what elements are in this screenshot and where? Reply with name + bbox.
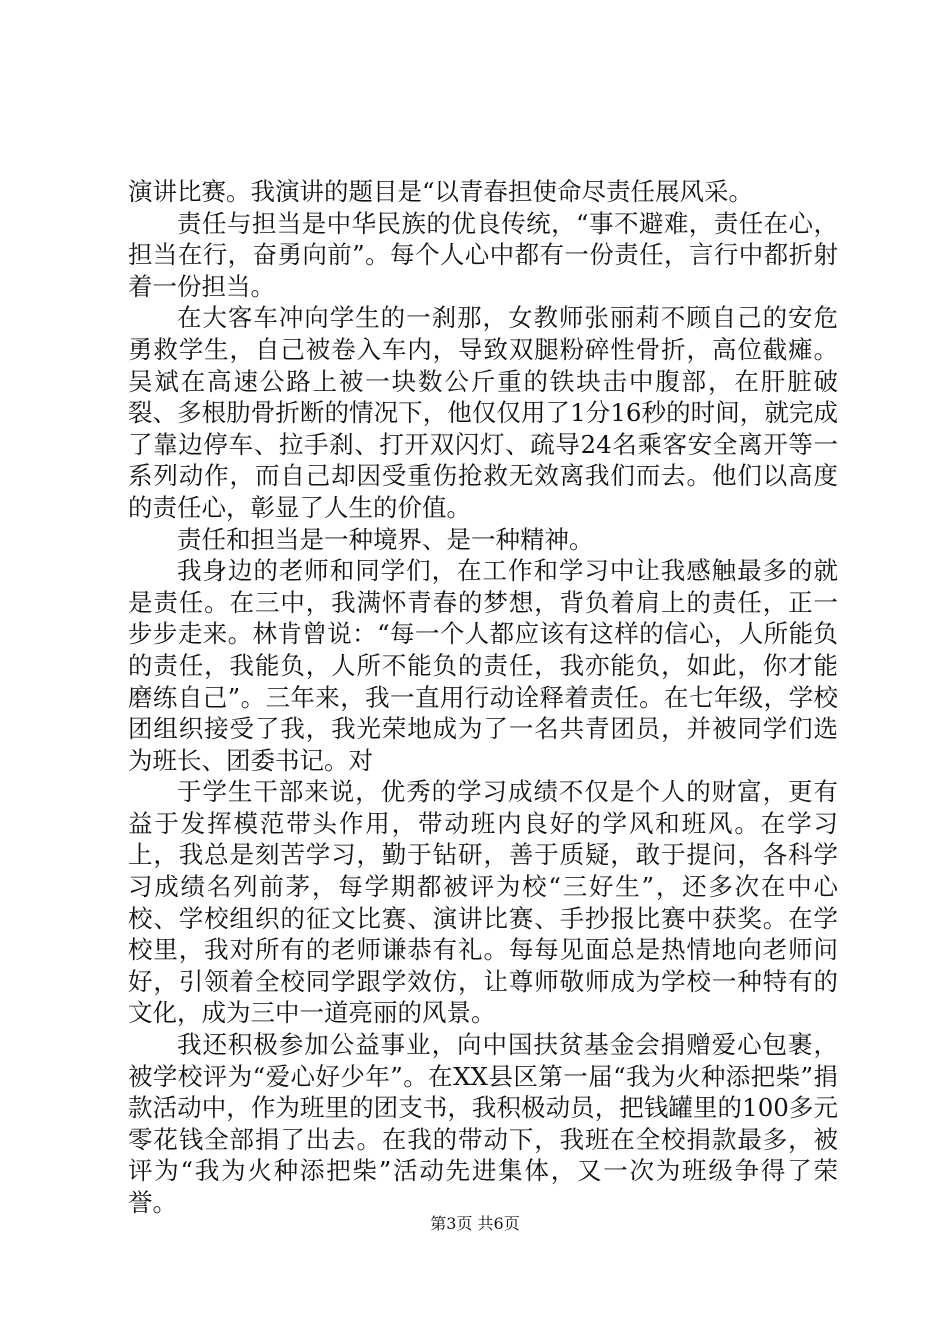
document-body [128, 176, 838, 1219]
paragraph-school-life: 我身边的老师和同学们，在工作和学习中让我感触最多的就是责任。在三中，我满怀青春的梦想，背负着肩上的责任，正一步步走来。林肯曾说：“每一个人都应该有这样的信心，人所能负的责任，我能负，人所不能负的责任，我亦能负，如此，你才能磨练自己”。三年来，我一直用行动诠释着责任。在七年级，学校团组织接受了我，我光荣地成为了一名共青团员，并被同学们选为班长、团委书记。对 [128, 556, 838, 775]
paragraph-continuation: 演讲比赛。我演讲的题目是“以青春担使命尽责任展风采。 [128, 177, 754, 206]
paragraph-student-cadre: 于学生干部来说，优秀的学习成绩不仅是个人的财富，更有益于发挥模范带头作用，带动班内良好的学风和班风。在学习上，我总是刻苦学习，勤于钻研，善于质疑，敢于提问，各科学习成绩名列前茅，每学期都被评为校“三好生”，还多次在中心校、学校组织的征文比赛、演讲比赛、手抄报比赛中获奖。在学校里，我对所有的老师谦恭有礼。每每见面总是热情地向老师问好，引领着全校同学跟学效仿，让尊师敬师成为学校一种特有的文化，成为三中一道亮丽的风景。 [128, 777, 838, 1028]
paragraph-responsibility-tradition: 责任与担当是中华民族的优良传统，“事不避难，责任在心，担当在行，奋勇向前”。每个人心中都有一份责任，言行中都折射着一份担当。 [128, 208, 838, 301]
paragraph-heroes: 在大客车冲向学生的一刹那，女教师张丽莉不顾自己的安危勇救学生，自己被卷入车内，导致双腿粉碎性骨折，高位截瘫。吴斌在高速公路上被一块数公斤重的铁块击中腹部，在肝脏破裂、多根肋骨折断的情况下，他仅仅用了1分16秒的时间，就完成了靠边停车、拉手刹、打开双闪灯、疏导24名乘客安全离开等一系列动作，而自己却因受重伤抢救无效离我们而去。他们以高度的责任心，彰显了人生的价值。 [128, 303, 838, 522]
paragraph-realm-spirit: 责任和担当是一种境界、是一种精神。 [177, 524, 594, 554]
page-number-footer: 第3页 共6页 [430, 1214, 520, 1233]
paragraph-charity: 我还积极参加公益事业，向中国扶贫基金会捐赠爱心包裹，被学校评为“爱心好少年”。在XX县区第一届“我为火种添把柴”捐款活动中，作为班里的团支书，我积极动员，把钱罐里的100多元零花钱全部捐了出去。在我的带动下，我班在全校捐款最多，被评为“我为火种添把柴”活动先进集体，又一次为班级争得了荣誉。 [128, 1030, 838, 1217]
